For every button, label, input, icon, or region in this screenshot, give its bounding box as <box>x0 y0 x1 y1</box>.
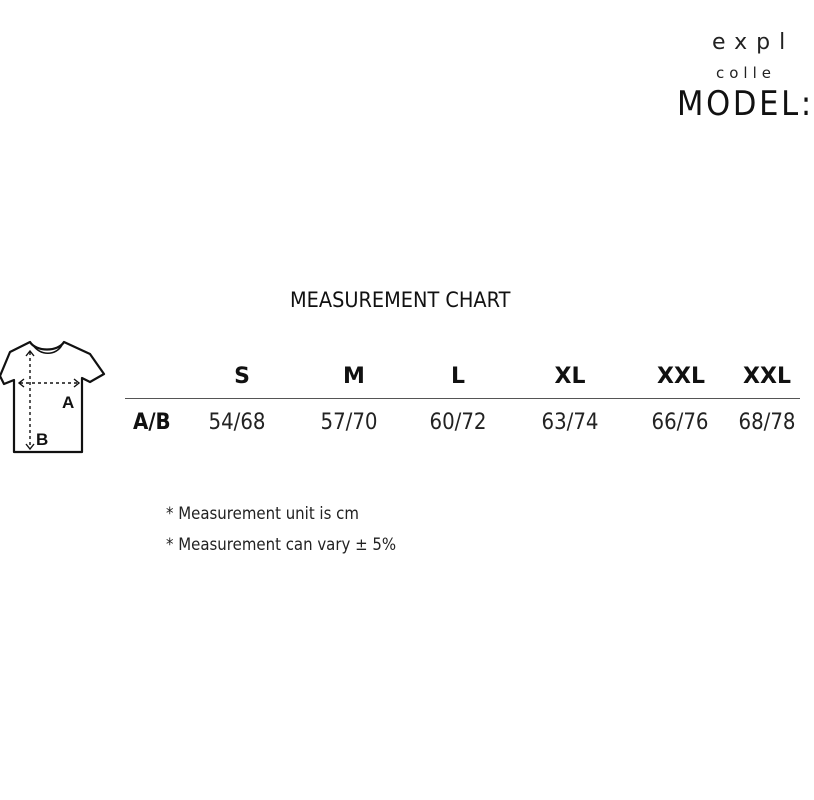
note-unit: * Measurement unit is cm <box>166 504 359 524</box>
table-cell: 63/74 <box>541 410 599 435</box>
table-cell: 66/76 <box>651 410 709 435</box>
notes <box>166 504 396 566</box>
size-header: XL <box>554 364 586 389</box>
diagram-label-a: A <box>62 393 75 412</box>
size-header: S <box>234 364 250 389</box>
size-header: L <box>450 364 466 389</box>
size-header: XXL <box>743 364 791 389</box>
table-cell: 57/70 <box>320 410 378 435</box>
table-divider <box>125 398 800 399</box>
tshirt-outline <box>0 342 104 452</box>
tshirt-icon <box>0 336 110 456</box>
brand-header <box>0 0 814 130</box>
brand-collection: colle <box>716 64 776 82</box>
size-header: M <box>343 364 365 389</box>
table-cell: 60/72 <box>429 410 487 435</box>
brand-name: expl <box>712 30 795 55</box>
chart-title: MEASUREMENT CHART <box>290 288 511 312</box>
model-label: MODEL: <box>677 84 814 124</box>
table-cell: 54/68 <box>208 410 266 435</box>
table-cell: 68/78 <box>738 410 796 435</box>
note-variance: * Measurement can vary ± 5% <box>166 535 397 555</box>
size-header: XXL <box>657 364 705 389</box>
diagram-label-b: B <box>36 430 49 449</box>
row-label: A/B <box>133 410 171 435</box>
